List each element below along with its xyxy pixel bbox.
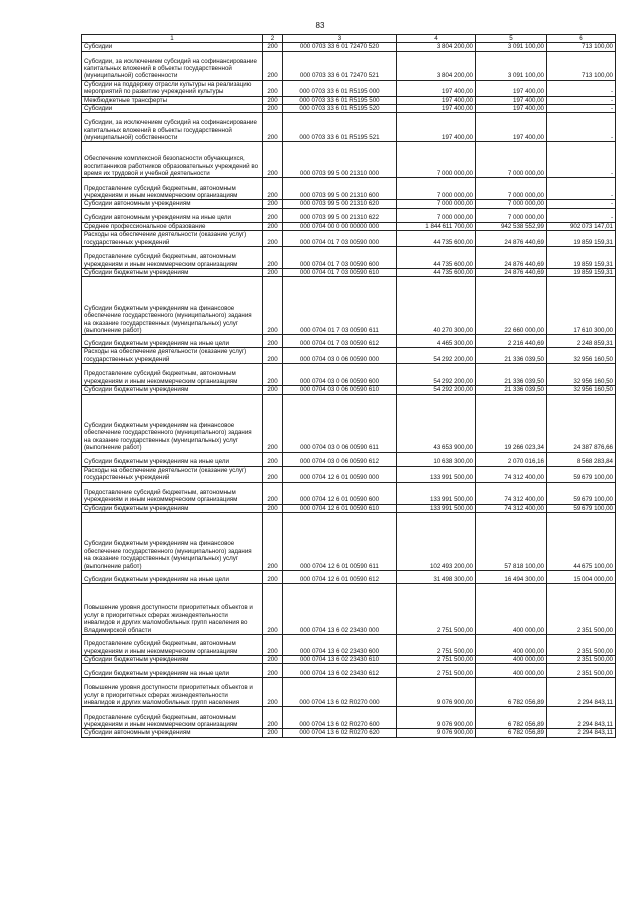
line-code: 200 bbox=[263, 655, 283, 663]
table-row bbox=[82, 664, 616, 678]
executed-amount: 74 312 400,00 bbox=[476, 482, 547, 504]
line-code: 200 bbox=[263, 482, 283, 504]
classification-code: 000 0704 13 6 02 R0270 000 bbox=[283, 678, 397, 707]
unexecuted-amount: 32 956 160,50 bbox=[547, 364, 616, 386]
row-name: Среднее профессиональное образование bbox=[82, 222, 263, 230]
row-name: Межбюджетные трансферты bbox=[82, 96, 263, 104]
table-row bbox=[82, 80, 616, 96]
unexecuted-amount: 2 351 500,00 bbox=[547, 655, 616, 663]
column-header: 1 bbox=[82, 35, 263, 43]
table-row bbox=[82, 583, 616, 634]
approved-amount: 44 735 600,00 bbox=[397, 269, 476, 277]
row-name: Субсидии бюджетным учреждениям на иные цели bbox=[82, 664, 263, 678]
unexecuted-amount: 19 859 159,31 bbox=[547, 247, 616, 269]
unexecuted-amount: - bbox=[547, 178, 616, 200]
unexecuted-amount: 44 675 100,00 bbox=[547, 512, 616, 570]
classification-code: 000 0704 13 6 02 23430 000 bbox=[283, 583, 397, 634]
row-name: Субсидии бюджетным учреждениям на финансовое обеспечение государственного (муниципального) задания на оказание государственных (муниципальных) услуг (выполнение работ) bbox=[82, 512, 263, 570]
classification-code: 000 0704 01 7 03 00590 611 bbox=[283, 277, 397, 335]
unexecuted-amount: - bbox=[547, 113, 616, 142]
classification-code: 000 0704 12 6 01 00590 610 bbox=[283, 504, 397, 512]
approved-amount: 2 751 500,00 bbox=[397, 655, 476, 663]
table-row bbox=[82, 570, 616, 583]
executed-amount: 16 494 300,00 bbox=[476, 570, 547, 583]
table-row bbox=[82, 247, 616, 269]
approved-amount: 7 000 000,00 bbox=[397, 200, 476, 208]
classification-code: 000 0704 01 7 03 00590 600 bbox=[283, 247, 397, 269]
classification-code: 000 0704 03 0 06 00590 600 bbox=[283, 364, 397, 386]
row-name: Предоставление субсидий бюджетным, автономным учреждениям и иным некоммерческим организациям bbox=[82, 634, 263, 655]
row-name: Предоставление субсидий бюджетным, автономным учреждениям и иным некоммерческим организациям bbox=[82, 364, 263, 386]
column-header: 4 bbox=[397, 35, 476, 43]
table-row bbox=[82, 504, 616, 512]
line-code: 200 bbox=[263, 277, 283, 335]
classification-code: 000 0703 99 5 00 21310 600 bbox=[283, 178, 397, 200]
column-header: 5 bbox=[476, 35, 547, 43]
executed-amount: 7 000 000,00 bbox=[476, 200, 547, 208]
column-header: 2 bbox=[263, 35, 283, 43]
table-row bbox=[82, 200, 616, 208]
executed-amount: 19 266 023,34 bbox=[476, 394, 547, 452]
executed-amount: 22 660 000,00 bbox=[476, 277, 547, 335]
row-name: Субсидии бюджетным учреждениям на иные цели bbox=[82, 335, 263, 348]
table-row bbox=[82, 231, 616, 247]
approved-amount: 197 400,00 bbox=[397, 96, 476, 104]
executed-amount: 197 400,00 bbox=[476, 96, 547, 104]
line-code: 200 bbox=[263, 178, 283, 200]
approved-amount: 44 735 600,00 bbox=[397, 231, 476, 247]
line-code: 200 bbox=[263, 96, 283, 104]
approved-amount: 133 991 500,00 bbox=[397, 466, 476, 482]
row-name: Субсидии бюджетным учреждениям на иные цели bbox=[82, 570, 263, 583]
approved-amount: 54 292 200,00 bbox=[397, 364, 476, 386]
table-row bbox=[82, 729, 616, 737]
table-row bbox=[82, 386, 616, 394]
table-row bbox=[82, 105, 616, 113]
line-code: 200 bbox=[263, 231, 283, 247]
table-row bbox=[82, 482, 616, 504]
line-code: 200 bbox=[263, 222, 283, 230]
row-name: Субсидии, за исключением субсидий на софинансирование капитальных вложений в объекты государственной (муниципальной) собственности bbox=[82, 113, 263, 142]
table-row bbox=[82, 394, 616, 452]
approved-amount: 7 000 000,00 bbox=[397, 178, 476, 200]
line-code: 200 bbox=[263, 729, 283, 737]
classification-code: 000 0703 33 6 01 R5195 500 bbox=[283, 96, 397, 104]
classification-code: 000 0704 13 6 02 R0270 600 bbox=[283, 707, 397, 729]
unexecuted-amount: 2 351 500,00 bbox=[547, 664, 616, 678]
approved-amount: 133 991 500,00 bbox=[397, 482, 476, 504]
unexecuted-amount: 2 294 843,11 bbox=[547, 729, 616, 737]
approved-amount: 31 498 300,00 bbox=[397, 570, 476, 583]
row-name: Субсидии бюджетным учреждениям на финансовое обеспечение государственного (муниципального) задания на оказание государственных (муниципальных) услуг (выполнение работ) bbox=[82, 394, 263, 452]
line-code: 200 bbox=[263, 634, 283, 655]
table-row bbox=[82, 113, 616, 142]
line-code: 200 bbox=[263, 570, 283, 583]
classification-code: 000 0704 13 6 02 23430 612 bbox=[283, 664, 397, 678]
row-name: Субсидии бюджетным учреждениям bbox=[82, 386, 263, 394]
unexecuted-amount: 8 568 283,84 bbox=[547, 452, 616, 466]
table-row bbox=[82, 96, 616, 104]
line-code: 200 bbox=[263, 208, 283, 222]
classification-code: 000 0703 33 6 01 R5195 520 bbox=[283, 105, 397, 113]
page-number: 83 bbox=[315, 21, 325, 30]
row-name: Субсидии бюджетным учреждениям bbox=[82, 655, 263, 663]
unexecuted-amount: - bbox=[547, 80, 616, 96]
classification-code: 000 0704 01 7 03 00590 612 bbox=[283, 335, 397, 348]
unexecuted-amount: 2 294 843,11 bbox=[547, 707, 616, 729]
classification-code: 000 0704 01 7 03 00590 610 bbox=[283, 269, 397, 277]
row-name: Предоставление субсидий бюджетным, автономным учреждениям и иным некоммерческим организациям bbox=[82, 247, 263, 269]
executed-amount: 74 312 400,00 bbox=[476, 504, 547, 512]
unexecuted-amount: 713 100,00 bbox=[547, 43, 616, 51]
row-name: Повышение уровня доступности приоритетных объектов и услуг в приоритетных сферах жизнедеятельности инвалидов и других маломобильных групп населения во Владимирской области bbox=[82, 583, 263, 634]
table-row bbox=[82, 277, 616, 335]
row-name: Субсидии бюджетным учреждениям bbox=[82, 504, 263, 512]
classification-code: 000 0704 12 6 01 00590 612 bbox=[283, 570, 397, 583]
line-code: 200 bbox=[263, 394, 283, 452]
row-name: Субсидии автономным учреждениям на иные цели bbox=[82, 208, 263, 222]
line-code: 200 bbox=[263, 247, 283, 269]
row-name: Субсидии bbox=[82, 105, 263, 113]
approved-amount: 10 638 300,00 bbox=[397, 452, 476, 466]
unexecuted-amount: 24 387 876,66 bbox=[547, 394, 616, 452]
row-name: Субсидии bbox=[82, 43, 263, 51]
line-code: 200 bbox=[263, 113, 283, 142]
table-row bbox=[82, 269, 616, 277]
executed-amount: 2 216 440,69 bbox=[476, 335, 547, 348]
executed-amount: 7 000 000,00 bbox=[476, 208, 547, 222]
executed-amount: 197 400,00 bbox=[476, 113, 547, 142]
classification-code: 000 0703 33 6 01 72470 520 bbox=[283, 43, 397, 51]
approved-amount: 54 292 200,00 bbox=[397, 386, 476, 394]
table-row bbox=[82, 51, 616, 80]
table-row bbox=[82, 335, 616, 348]
table-row bbox=[82, 707, 616, 729]
unexecuted-amount: - bbox=[547, 200, 616, 208]
line-code: 200 bbox=[263, 269, 283, 277]
approved-amount: 102 493 200,00 bbox=[397, 512, 476, 570]
unexecuted-amount: 19 859 159,31 bbox=[547, 231, 616, 247]
executed-amount: 7 000 000,00 bbox=[476, 142, 547, 178]
unexecuted-amount: 59 679 100,00 bbox=[547, 504, 616, 512]
row-name: Субсидии бюджетным учреждениям на финансовое обеспечение государственного (муниципального) задания на оказание государственных (муниципальных) услуг (выполнение работ) bbox=[82, 277, 263, 335]
executed-amount: 942 538 552,99 bbox=[476, 222, 547, 230]
executed-amount: 6 782 056,89 bbox=[476, 678, 547, 707]
executed-amount: 21 336 039,50 bbox=[476, 348, 547, 364]
row-name: Расходы на обеспечение деятельности (оказание услуг) государственных учреждений bbox=[82, 231, 263, 247]
unexecuted-amount: 2 248 859,31 bbox=[547, 335, 616, 348]
line-code: 200 bbox=[263, 386, 283, 394]
classification-code: 000 0703 33 6 01 R5195 521 bbox=[283, 113, 397, 142]
unexecuted-amount: 17 610 300,00 bbox=[547, 277, 616, 335]
table-row bbox=[82, 142, 616, 178]
row-name: Повышение уровня доступности приоритетных объектов и услуг в приоритетных сферах жизнедеятельности инвалидов и других маломобильных групп населения bbox=[82, 678, 263, 707]
row-name: Предоставление субсидий бюджетным, автономным учреждениям и иным некоммерческим организациям bbox=[82, 178, 263, 200]
line-code: 200 bbox=[263, 466, 283, 482]
classification-code: 000 0704 03 0 06 00590 612 bbox=[283, 452, 397, 466]
classification-code: 000 0703 99 5 00 21310 622 bbox=[283, 208, 397, 222]
classification-code: 000 0704 03 0 06 00590 610 bbox=[283, 386, 397, 394]
unexecuted-amount: 713 100,00 bbox=[547, 51, 616, 80]
unexecuted-amount: 32 956 160,50 bbox=[547, 386, 616, 394]
approved-amount: 1 844 611 700,00 bbox=[397, 222, 476, 230]
table-row bbox=[82, 512, 616, 570]
line-code: 200 bbox=[263, 452, 283, 466]
executed-amount: 6 782 056,89 bbox=[476, 729, 547, 737]
approved-amount: 133 991 500,00 bbox=[397, 504, 476, 512]
approved-amount: 197 400,00 bbox=[397, 113, 476, 142]
line-code: 200 bbox=[263, 51, 283, 80]
row-name: Расходы на обеспечение деятельности (оказание услуг) государственных учреждений bbox=[82, 466, 263, 482]
executed-amount: 6 782 056,89 bbox=[476, 707, 547, 729]
table-row bbox=[82, 678, 616, 707]
budget-table bbox=[81, 34, 616, 738]
column-number-row bbox=[82, 35, 616, 43]
line-code: 200 bbox=[263, 512, 283, 570]
executed-amount: 400 000,00 bbox=[476, 664, 547, 678]
approved-amount: 197 400,00 bbox=[397, 80, 476, 96]
classification-code: 000 0704 12 6 01 00590 000 bbox=[283, 466, 397, 482]
classification-code: 000 0703 99 5 00 21310 620 bbox=[283, 200, 397, 208]
row-name: Субсидии автономным учреждениям bbox=[82, 200, 263, 208]
unexecuted-amount: 59 679 100,00 bbox=[547, 482, 616, 504]
unexecuted-amount: 2 351 500,00 bbox=[547, 634, 616, 655]
executed-amount: 57 818 100,00 bbox=[476, 512, 547, 570]
executed-amount: 400 000,00 bbox=[476, 583, 547, 634]
line-code: 200 bbox=[263, 664, 283, 678]
line-code: 200 bbox=[263, 707, 283, 729]
approved-amount: 9 076 900,00 bbox=[397, 729, 476, 737]
executed-amount: 3 091 100,00 bbox=[476, 43, 547, 51]
approved-amount: 2 751 500,00 bbox=[397, 634, 476, 655]
unexecuted-amount: - bbox=[547, 142, 616, 178]
line-code: 200 bbox=[263, 364, 283, 386]
line-code: 200 bbox=[263, 105, 283, 113]
unexecuted-amount: - bbox=[547, 208, 616, 222]
line-code: 200 bbox=[263, 80, 283, 96]
executed-amount: 21 336 039,50 bbox=[476, 386, 547, 394]
approved-amount: 3 804 200,00 bbox=[397, 51, 476, 80]
line-code: 200 bbox=[263, 583, 283, 634]
approved-amount: 7 000 000,00 bbox=[397, 142, 476, 178]
executed-amount: 3 091 100,00 bbox=[476, 51, 547, 80]
approved-amount: 3 804 200,00 bbox=[397, 43, 476, 51]
classification-code: 000 0704 13 6 02 23430 600 bbox=[283, 634, 397, 655]
executed-amount: 24 876 440,69 bbox=[476, 269, 547, 277]
unexecuted-amount: 19 859 159,31 bbox=[547, 269, 616, 277]
approved-amount: 40 270 300,00 bbox=[397, 277, 476, 335]
classification-code: 000 0704 12 6 01 00590 611 bbox=[283, 512, 397, 570]
table-row bbox=[82, 634, 616, 655]
approved-amount: 9 076 900,00 bbox=[397, 678, 476, 707]
approved-amount: 9 076 900,00 bbox=[397, 707, 476, 729]
executed-amount: 24 876 440,69 bbox=[476, 247, 547, 269]
line-code: 200 bbox=[263, 678, 283, 707]
approved-amount: 197 400,00 bbox=[397, 105, 476, 113]
row-name: Обеспечение комплексной безопасности обучающихся, воспитанников работников образовательных учреждений во время их трудовой и учебной деятельности bbox=[82, 142, 263, 178]
executed-amount: 74 312 400,00 bbox=[476, 466, 547, 482]
line-code: 200 bbox=[263, 142, 283, 178]
classification-code: 000 0704 03 0 06 00590 611 bbox=[283, 394, 397, 452]
row-name: Субсидии бюджетным учреждениям на иные цели bbox=[82, 452, 263, 466]
executed-amount: 7 000 000,00 bbox=[476, 178, 547, 200]
unexecuted-amount: 2 351 500,00 bbox=[547, 583, 616, 634]
unexecuted-amount: 59 679 100,00 bbox=[547, 466, 616, 482]
column-header: 3 bbox=[283, 35, 397, 43]
table-row bbox=[82, 178, 616, 200]
classification-code: 000 0704 01 7 03 00590 000 bbox=[283, 231, 397, 247]
row-name: Предоставление субсидий бюджетным, автономным учреждениям и иным некоммерческим организациям bbox=[82, 482, 263, 504]
executed-amount: 400 000,00 bbox=[476, 655, 547, 663]
unexecuted-amount: - bbox=[547, 105, 616, 113]
executed-amount: 197 400,00 bbox=[476, 105, 547, 113]
row-name: Субсидии автономным учреждениям bbox=[82, 729, 263, 737]
approved-amount: 2 751 500,00 bbox=[397, 664, 476, 678]
approved-amount: 43 653 900,00 bbox=[397, 394, 476, 452]
table-row bbox=[82, 364, 616, 386]
table-row bbox=[82, 655, 616, 663]
classification-code: 000 0704 13 6 02 R0270 620 bbox=[283, 729, 397, 737]
line-code: 200 bbox=[263, 200, 283, 208]
unexecuted-amount: 2 294 843,11 bbox=[547, 678, 616, 707]
column-header: 6 bbox=[547, 35, 616, 43]
line-code: 200 bbox=[263, 348, 283, 364]
row-name: Субсидии, за исключением субсидий на софинансирование капитальных вложений в объекты государственной (муниципальной) собственности bbox=[82, 51, 263, 80]
executed-amount: 197 400,00 bbox=[476, 80, 547, 96]
table-row bbox=[82, 222, 616, 230]
unexecuted-amount: 15 004 000,00 bbox=[547, 570, 616, 583]
approved-amount: 54 292 200,00 bbox=[397, 348, 476, 364]
classification-code: 000 0704 03 0 06 00590 000 bbox=[283, 348, 397, 364]
unexecuted-amount: 32 956 160,50 bbox=[547, 348, 616, 364]
table-body bbox=[82, 43, 616, 737]
table-row bbox=[82, 43, 616, 51]
approved-amount: 4 465 300,00 bbox=[397, 335, 476, 348]
table-row bbox=[82, 466, 616, 482]
row-name: Расходы на обеспечение деятельности (оказание услуг) государственных учреждений bbox=[82, 348, 263, 364]
table-row bbox=[82, 348, 616, 364]
classification-code: 000 0703 99 5 00 21310 000 bbox=[283, 142, 397, 178]
executed-amount: 21 336 039,50 bbox=[476, 364, 547, 386]
line-code: 200 bbox=[263, 43, 283, 51]
table-row bbox=[82, 208, 616, 222]
executed-amount: 400 000,00 bbox=[476, 634, 547, 655]
classification-code: 000 0703 33 6 01 R5195 000 bbox=[283, 80, 397, 96]
row-name: Субсидии на поддержку отрасли культуры на реализацию мероприятий по развитию учреждений культуры bbox=[82, 80, 263, 96]
approved-amount: 7 000 000,00 bbox=[397, 208, 476, 222]
classification-code: 000 0703 33 6 01 72470 521 bbox=[283, 51, 397, 80]
approved-amount: 2 751 500,00 bbox=[397, 583, 476, 634]
executed-amount: 2 070 016,16 bbox=[476, 452, 547, 466]
executed-amount: 24 876 440,69 bbox=[476, 231, 547, 247]
line-code: 200 bbox=[263, 335, 283, 348]
row-name: Субсидии бюджетным учреждениям bbox=[82, 269, 263, 277]
table-row bbox=[82, 452, 616, 466]
line-code: 200 bbox=[263, 504, 283, 512]
classification-code: 000 0704 00 0 00 00000 000 bbox=[283, 222, 397, 230]
approved-amount: 44 735 600,00 bbox=[397, 247, 476, 269]
classification-code: 000 0704 13 6 02 23430 610 bbox=[283, 655, 397, 663]
unexecuted-amount: - bbox=[547, 96, 616, 104]
classification-code: 000 0704 12 6 01 00590 600 bbox=[283, 482, 397, 504]
row-name: Предоставление субсидий бюджетным, автономным учреждениям и иным некоммерческим организациям bbox=[82, 707, 263, 729]
unexecuted-amount: 902 073 147,01 bbox=[547, 222, 616, 230]
